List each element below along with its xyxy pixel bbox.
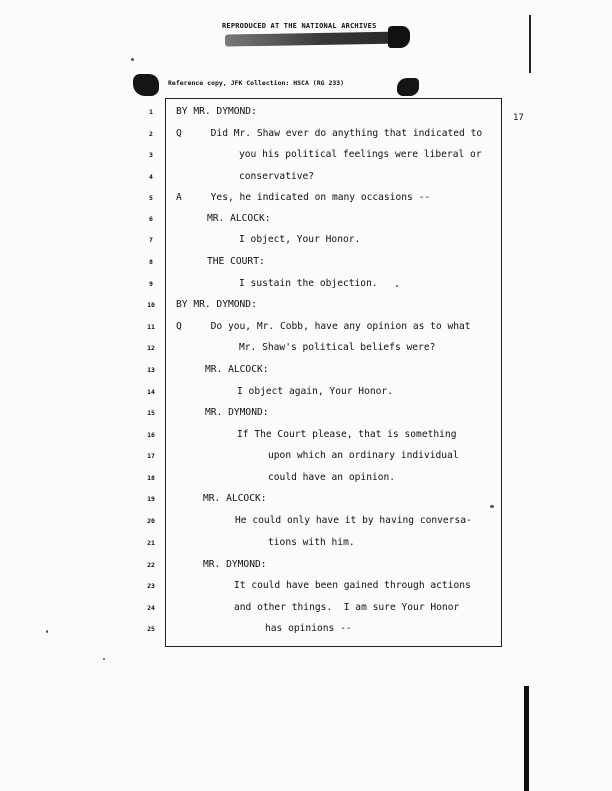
line-number: 6 bbox=[149, 215, 153, 223]
line-number: 2 bbox=[149, 130, 153, 138]
transcript-line: has opinions -- bbox=[265, 623, 352, 634]
transcript-line: He could only have it by having conversa- bbox=[235, 515, 472, 526]
line-number: 5 bbox=[149, 194, 153, 202]
transcript-line: you his political feelings were liberal or bbox=[239, 149, 482, 160]
line-number: 13 bbox=[147, 366, 155, 374]
transcript-line: I sustain the objection. bbox=[239, 278, 378, 289]
scan-speck bbox=[131, 58, 134, 61]
transcript-line: tions with him. bbox=[268, 537, 355, 548]
transcript-line: A Yes, he indicated on many occasions -- bbox=[176, 192, 431, 203]
scan-edge-bar bbox=[524, 686, 529, 791]
transcript-line: I object again, Your Honor. bbox=[237, 386, 393, 397]
line-number: 11 bbox=[147, 323, 155, 331]
transcript-line: conservative? bbox=[239, 171, 315, 182]
transcript-line: BY MR. DYMOND: bbox=[176, 299, 257, 310]
reference-blot-right bbox=[397, 78, 419, 96]
transcript-line: could have an opinion. bbox=[268, 472, 396, 483]
stamp-blot bbox=[388, 26, 410, 48]
scan-speck bbox=[396, 285, 398, 287]
line-number: 23 bbox=[147, 582, 155, 590]
line-number: 8 bbox=[149, 258, 153, 266]
page-edge-mark bbox=[529, 15, 531, 73]
line-number: 17 bbox=[147, 452, 155, 460]
reference-line: Reference copy, JFK Collection: HSCA (RG 233) bbox=[168, 79, 345, 87]
transcript-line: Mr. Shaw's political beliefs were? bbox=[239, 342, 436, 353]
stamp-smudge bbox=[225, 31, 405, 46]
line-number: 22 bbox=[147, 561, 155, 569]
transcript-line: MR. ALCOCK: bbox=[207, 213, 271, 224]
line-number: 25 bbox=[147, 625, 155, 633]
archive-stamp: REPRODUCED AT THE NATIONAL ARCHIVES bbox=[222, 22, 377, 30]
scan-speck bbox=[490, 505, 494, 508]
transcript-line: MR. DYMOND: bbox=[205, 407, 269, 418]
line-number: 7 bbox=[149, 236, 153, 244]
line-number: 20 bbox=[147, 517, 155, 525]
page-number: 17 bbox=[513, 113, 524, 123]
line-number: 19 bbox=[147, 495, 155, 503]
scan-speck bbox=[103, 658, 105, 660]
line-number: 3 bbox=[149, 151, 153, 159]
transcript-line: MR. DYMOND: bbox=[203, 559, 267, 570]
transcript-line: I object, Your Honor. bbox=[239, 234, 361, 245]
line-number: 16 bbox=[147, 431, 155, 439]
transcript-line: Q Did Mr. Shaw ever do anything that indicated to bbox=[176, 128, 483, 139]
line-number: 4 bbox=[149, 173, 153, 181]
line-number: 21 bbox=[147, 539, 155, 547]
line-number: 14 bbox=[147, 388, 155, 396]
line-number: 12 bbox=[147, 344, 155, 352]
transcript-line: Q Do you, Mr. Cobb, have any opinion as to what bbox=[176, 321, 471, 332]
transcript-line: and other things. I am sure Your Honor bbox=[234, 602, 460, 613]
transcript-line: It could have been gained through actions bbox=[234, 580, 471, 591]
transcript-line: upon which an ordinary individual bbox=[268, 450, 459, 461]
line-number: 24 bbox=[147, 604, 155, 612]
transcript-line: BY MR. DYMOND: bbox=[176, 106, 257, 117]
line-number: 9 bbox=[149, 280, 153, 288]
transcript-line: If The Court please, that is something bbox=[237, 429, 457, 440]
transcript-line: MR. ALCOCK: bbox=[205, 364, 269, 375]
reference-blot-left bbox=[133, 74, 159, 96]
line-number: 10 bbox=[147, 301, 155, 309]
line-number: 1 bbox=[149, 108, 153, 116]
transcript-line: MR. ALCOCK: bbox=[203, 493, 267, 504]
scan-speck bbox=[46, 630, 48, 633]
line-number: 18 bbox=[147, 474, 155, 482]
line-number: 15 bbox=[147, 409, 155, 417]
transcript-line: THE COURT: bbox=[207, 256, 265, 267]
